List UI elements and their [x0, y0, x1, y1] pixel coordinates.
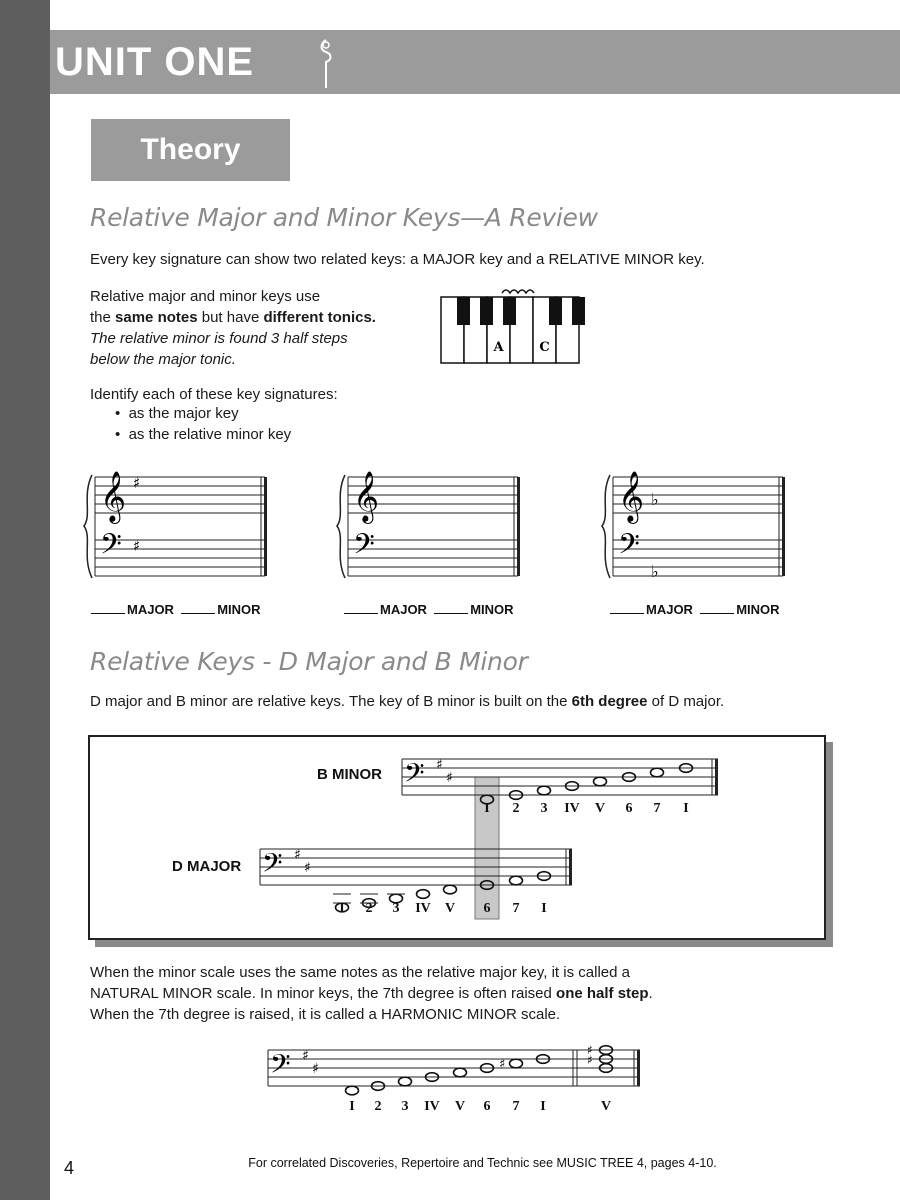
page-margin-bar [0, 0, 50, 1200]
note-head [417, 890, 430, 899]
text-run: D major and B minor are relative keys. The key of B minor is built on the [90, 693, 572, 710]
scale-degree-label: 2 [365, 901, 373, 916]
unit-title: UNIT ONE [55, 40, 255, 84]
theory-title: Theory [140, 133, 241, 166]
scale-degree-label: I [683, 801, 689, 816]
bullet-text: as the relative minor key [128, 426, 292, 443]
minor-answer-line[interactable] [434, 613, 468, 614]
b-minor-notes [481, 764, 693, 804]
major-label: MAJOR [380, 602, 427, 617]
d-major-label: D MAJOR [172, 858, 242, 875]
scale-degree-label: 3 [401, 1099, 409, 1114]
svg-text:♯: ♯ [436, 757, 443, 773]
sharp-symbol: ♯ [133, 474, 141, 492]
key-signature-exercises [80, 455, 820, 595]
major-answer-line[interactable] [344, 613, 378, 614]
svg-text:♯: ♯ [304, 860, 311, 876]
minor-label: MINOR [470, 602, 514, 617]
text-run: but have [197, 309, 264, 326]
scale-degree-label: I [484, 801, 490, 816]
scale-degree-label: 7 [512, 901, 520, 916]
scale-degree-label: IV [424, 1099, 440, 1114]
bold-text: 6th degree [571, 693, 648, 710]
explanation-line: When the 7th degree is raised, it is called a HARMONIC MINOR scale. [90, 1006, 561, 1023]
major-label: MAJOR [127, 602, 174, 617]
music-note-icon [316, 36, 336, 92]
scale-comparison-box [88, 735, 826, 940]
flat-symbol: ♭ [651, 562, 659, 581]
italic-text: The relative minor is found 3 half steps [90, 330, 348, 347]
review-heading: Relative Major and Minor Keys—A Review [90, 203, 598, 232]
key-label-c: C [539, 340, 550, 355]
scale-degree-label: V [594, 801, 606, 816]
text-run: of D major. [647, 693, 725, 710]
grand-staff-exercise-1 [84, 471, 267, 578]
relative-keys-intro [90, 691, 724, 712]
review-intro: Every key signature can show two related keys: a MAJOR key and a RELATIVE MINOR key. [90, 251, 705, 268]
harmonic-scale-notes [346, 1055, 550, 1095]
minor-label: MINOR [217, 602, 261, 617]
svg-text:♯: ♯ [294, 847, 301, 863]
explanation-line [90, 328, 376, 349]
b-minor-label: B MINOR [317, 766, 382, 783]
note-head [594, 777, 607, 786]
scale-degree-label: 6 [483, 901, 491, 916]
svg-text:♯: ♯ [446, 770, 453, 786]
svg-text:♯: ♯ [312, 1061, 319, 1077]
scale-degree-label: I [349, 1099, 355, 1114]
major-answer-line[interactable] [610, 613, 644, 614]
scale-degree-label: V [454, 1099, 466, 1114]
explanation-line [90, 349, 376, 370]
sharp-symbol: ♯ [133, 537, 141, 555]
italic-text: below the major tonic. [90, 351, 236, 368]
explanation-line [90, 983, 653, 1004]
instruction-text: Identify each of these key signatures: [90, 386, 338, 403]
note-head [399, 1077, 412, 1086]
sharp-symbol: ♯ [499, 1057, 506, 1072]
footer-reference: For correlated Discoveries, Repertoire and Technic see MUSIC TREE 4, pages 4-10. [248, 1156, 717, 1170]
note-head [651, 768, 664, 777]
flat-symbol: ♭ [651, 490, 659, 509]
scale-degree-label: I [541, 901, 547, 916]
note-head [454, 1068, 467, 1077]
answer-blanks-2[interactable] [344, 602, 514, 617]
page-number: 4 [64, 1158, 75, 1178]
scale-degree-label: V [444, 901, 456, 916]
major-answer-line[interactable] [91, 613, 125, 614]
bullet-item: • as the major key [115, 405, 239, 422]
scale-degree-label: 3 [392, 901, 400, 916]
answer-blanks-1[interactable] [91, 602, 261, 617]
scale-degree-label: IV [564, 801, 580, 816]
scale-degree-label: 7 [653, 801, 661, 816]
minor-answer-line[interactable] [700, 613, 734, 614]
grand-staff-exercise-3 [602, 471, 785, 581]
minor-answer-line[interactable] [181, 613, 215, 614]
svg-text:𝄢: 𝄢 [262, 847, 283, 885]
note-head [510, 876, 523, 885]
note-head [538, 786, 551, 795]
svg-text:♯: ♯ [587, 1053, 593, 1067]
harmonic-minor-staff [260, 1040, 650, 1100]
harmonic-explanation [90, 962, 653, 1025]
bullet-item: • as the relative minor key [115, 426, 292, 443]
explanation-line [90, 307, 376, 328]
scale-degree-label: 2 [374, 1099, 382, 1114]
text-run: . [648, 985, 653, 1002]
answer-blanks-3[interactable] [610, 602, 780, 617]
svg-text:♯: ♯ [587, 1043, 593, 1057]
sixth-degree-highlight [475, 777, 499, 919]
scale-degree-label: 6 [625, 801, 633, 816]
text-run: the [90, 309, 116, 326]
svg-text:♯: ♯ [302, 1048, 309, 1064]
review-explanation [90, 286, 376, 370]
minor-label: MINOR [736, 602, 780, 617]
text-run: NATURAL MINOR scale. In minor keys, the 7th degree is often raised [90, 985, 557, 1002]
scale-degree-label: I [339, 901, 345, 916]
key-label-a: A [493, 340, 504, 355]
scale-degree-label: I [540, 1099, 546, 1114]
explanation-line: When the minor scale uses the same notes as the relative major key, it is called a [90, 964, 630, 981]
explanation-line: Relative major and minor keys use [90, 288, 321, 305]
keyboard-diagram [440, 285, 590, 365]
bold-text: different tonics. [263, 309, 376, 326]
svg-text:𝄢: 𝄢 [270, 1048, 291, 1086]
bold-text: same notes [115, 309, 198, 326]
bold-text: one half step [556, 985, 649, 1002]
scale-degree-label: 7 [512, 1099, 520, 1114]
scale-degree-label: IV [415, 901, 431, 916]
scale-degree-label: 3 [540, 801, 548, 816]
grand-staff-exercise-2 [337, 471, 520, 578]
major-label: MAJOR [646, 602, 693, 617]
scale-degree-label: 2 [512, 801, 520, 816]
svg-text:𝄢: 𝄢 [404, 757, 425, 795]
note-head [444, 885, 457, 894]
scale-degree-label: 6 [483, 1099, 491, 1114]
scale-degree-label: V [600, 1099, 612, 1114]
relative-keys-heading: Relative Keys - D Major and B Minor [90, 647, 528, 676]
note-head [346, 1086, 359, 1095]
theory-heading-box [91, 119, 290, 181]
note-head [510, 1059, 523, 1068]
bullet-text: as the major key [128, 405, 239, 422]
